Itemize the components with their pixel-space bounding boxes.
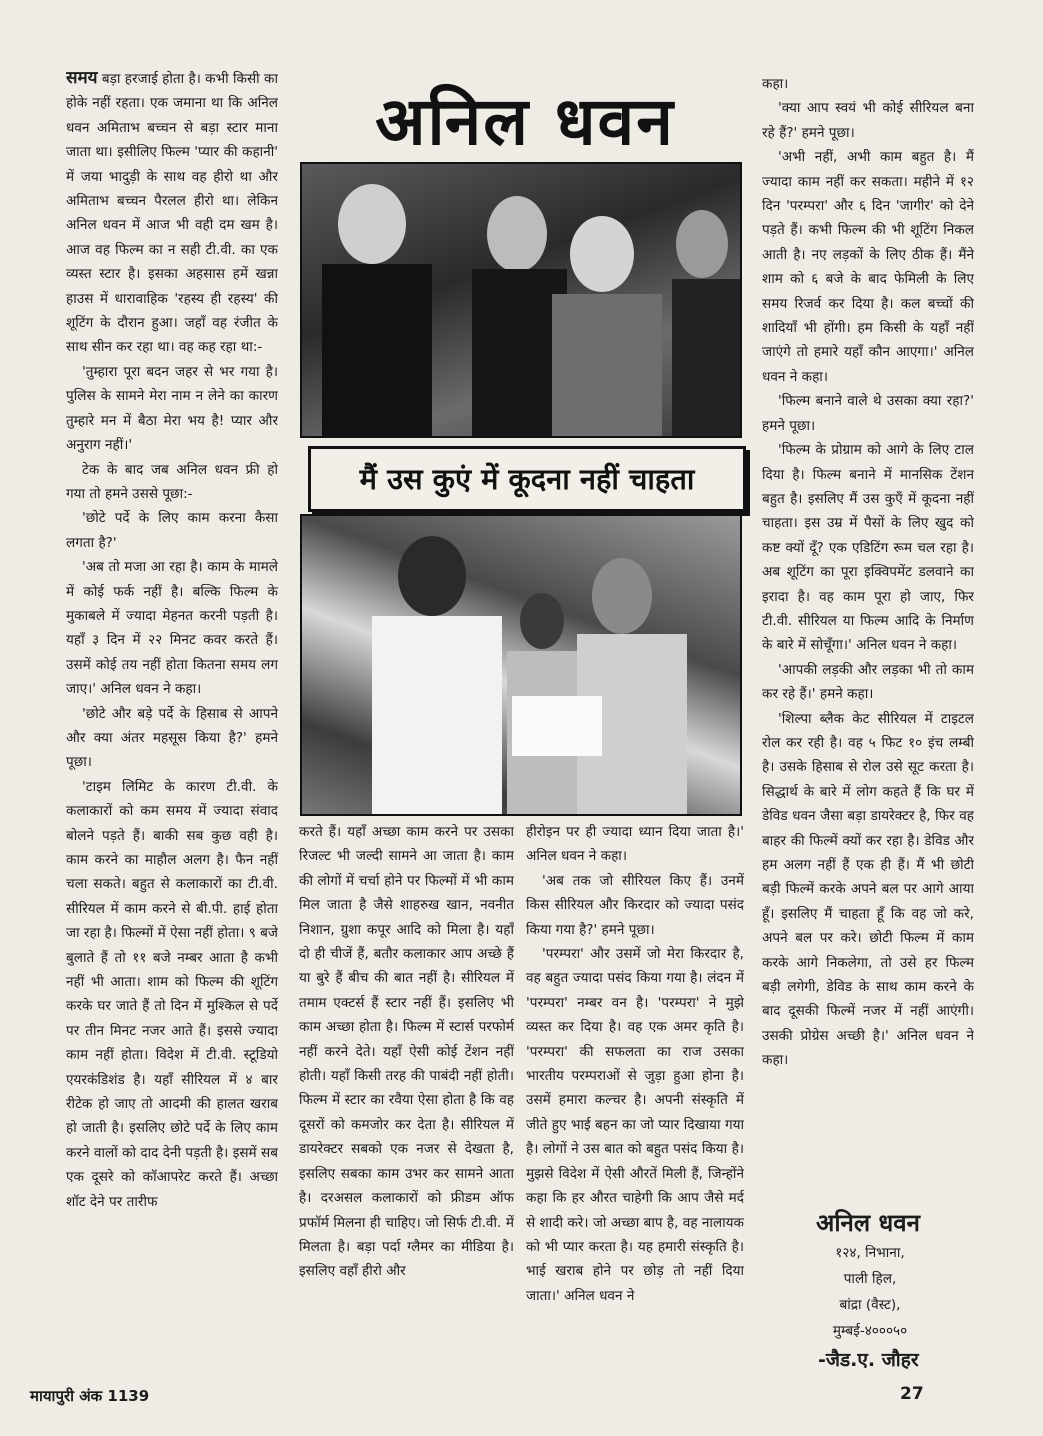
signature-address [800,1240,940,1344]
article-column-3 [526,820,744,1382]
signature-name: अनिल धवन [816,1208,920,1237]
column-4-paragraph: 'क्या आप स्वयं भी कोई सीरियल बना रहे हैं?' हमने पूछा। [762,100,974,141]
column-4-paragraph: 'फिल्म के प्रोग्राम को आगे के लिए टाल दिया है। फिल्म बनाने में मानसिक टेंशन बहुत है। इसलिए मैं उस कुएँ में कूदना नहीं चाहता। इस उम्र में पैसों के लिए खुद को कष्ट क्यों दूँ? एक एडिटिंग रूम चल रहा है। अब शूटिंग का पूरा इक्विपमेंट डलवाने का इरादा है। वह काम पूरा हो जाए, फिर टी.वी. सीरियल या फिल्म आदि के निर्माण के बारे में सोचूँगा।' अनिल धवन ने कहा। [762,442,974,654]
column-1-paragraph: 'छोटे और बड़े पर्दे के हिसाब से आपने और क्या अंतर महसूस किया है?' हमने पूछा। [66,705,278,771]
column-3-paragraph: 'परम्परा' और उसमें जो मेरा किरदार है, वह बहुत ज्यादा पसंद किया गया है। लंदन में 'परम्परा' नम्बर वन है। 'परम्परा' ने मुझे व्यस्त कर दिया है। वह एक अमर कृति है। 'परम्परा' की सफलता का राज उसका भारतीय परम्पराओं से जुड़ा हुआ होना है। उसमें हमारा कल्चर है। अपनी संस्कृति में जीते हुए भाई बहन का जो प्यार दिखाया गया है। लोगों ने उस बात को बहुत पसंद किया है। मुझसे विदेश में ऐसी औरतें मिली हैं, जिन्होंने कहा कि हर औरत चाहेगी कि आप जैसे मर्द से शादी करे। जो अच्छा बाप है, वह नालायक को भी प्यार करता है। यह हमारी संस्कृति है। भाई खराब होने पर छोड़ तो नहीं दिया जाता।' अनिल धवन ने [526,946,744,1304]
column-4-paragraph: 'अभी नहीं, अभी काम बहुत है। मैं ज्यादा काम नहीं कर सकता। महीने में १२ दिन 'परम्परा' और ६ दिन 'जागीर' को देने पड़ते हैं। कभी फिल्म की भी शूटिंग निकल आती है। नए लड़कों के लिए ठीक हैं। मैंने शाम को ६ बजे के बाद फेमिली के लिए समय रिजर्व कर दिया है। कल बच्चों की शादियाँ भी होंगी। हम किसी के यहाँ नहीं जाएंगे तो हमारे यहाँ कौन आएगा।' अनिल धवन ने कहा। [762,149,974,385]
address-line: मुम्बई-४०००५० [832,1323,908,1339]
column-1-paragraph: 'छोटे पर्दे के लिए काम करना कैसा लगता है?' [66,510,278,551]
column-1-paragraph: 'टाइम लिमिट के कारण टी.वी. के कलाकारों को कम समय में ज्यादा संवाद बोलने पड़ते हैं। बाकी सब कुछ वही है। काम करने का माहौल अलग है। फैन नहीं चला सकते। बहुत से कलाकारों का टी.वी. सीरियल में काम करने से बी.पी. हाई होता जा रहा है। फिल्मों में ऐसा नहीं होता। ९ बजे बुलाते हैं तो ११ बजे नम्बर आता है कभी नहीं भी आता। शाम को फिल्म की शूटिंग करके घर जाते हैं तो दिन में मुश्किल से पर्दे पर तीन मिनट नजर आते हैं। इससे ज्यादा काम नहीं होता। विदेश में टी.वी. स्टूडियो एयरकंडिशंड है। यहाँ सीरियल में ४ बार रीटेक हो जाए तो आदमी की हालत खराब हो जाती है। इसलिए छोटे पर्दे के लिए काम करने वालों को दाद देनी पड़ती है। इसमें सब एक दूसरे को कॉआपरेट करते हैं। अच्छा शॉट देने पर तारीफ [66,778,278,1210]
photo-figures-2 [302,516,740,814]
page-number: 27 [900,1384,924,1404]
column-1-paragraph: 'तुम्हारा पूरा बदन जहर से भर गया है। पुलिस के सामने मेरा नाम न लेने का कारण तुम्हारे मन में बैठा मेरा भय है! प्यार और अनुराग नहीं।' [66,363,278,454]
column-3-paragraph: हीरोइन पर ही ज्यादा ध्यान दिया जाता है।' अनिल धवन ने कहा। [526,824,744,865]
column-4-paragraph: 'शिल्पा ब्लैक केट सीरियल में टाइटल रोल कर रही है। वह ५ फिट १० इंच लम्बी है। उसके हिसाब से रोल उसे सूट करता है। सिद्धार्थ के बारे में लोग कहते हैं कि घर में डेविड धवन जैसा बड़ा डायरेक्टर है, फिर वह बाहर की फिल्में क्यों कर रहा है। डेविड और हम अलग नहीं हैं एक ही हैं। मैं भी छोटी बड़ी फिल्में करके अपने बल पर आगे आया हूँ। इसलिए मैं चाहता हूँ कि वह जो करे, अपने बल पर करे। छोटी फिल्म में काम करके आगे निकलेगा, तो उसे हर फिल्म बड़ी लगेगी, डेविड के साथ काम करने के बाद दूसकी फिल्में नजर में नहीं आएंगी। उसकी प्रोग्रेस अच्छी है।' अनिल धवन ने कहा। [762,710,974,1069]
address-line: १२४, निभाना, [835,1245,905,1261]
column-1-paragraph: 'अब तो मजा आ रहा है। काम के मामले में कोई फर्क नहीं है। बल्कि फिल्म के मुकाबले में ज्यादा मेहनत करनी पड़ती है। यहाँ ३ दिन में २२ मिनट कवर करते हैं। उसमें कोई तय नहीं होता कितना समय लग जाए।' अनिल धवन ने कहा। [66,559,278,698]
photo-group-in-suits [300,162,742,438]
subheadline: मैं उस कुएं में कूदना नहीं चाहता [308,446,746,512]
magazine-issue: मायापुरी अंक 1139 [30,1387,150,1405]
lead-word: समय [66,68,98,88]
article-column-4 [762,72,974,1222]
column-1-paragraph: टेक के बाद जब अनिल धवन फ्री हो गया तो हमने उससे पूछा:- [66,461,278,502]
column-3-paragraph: 'अब तक जो सीरियल किए हैं। उनमें किस सीरियल और किरदार को ज्यादा पसंद किया गया है?' हमने पूछा। [526,872,744,938]
author-byline: -जैड.ए. जौहर [818,1349,919,1371]
photo-figures [302,164,740,436]
column-1-paragraph: समय बड़ा हरजाई होता है। कभी किसी का होके नहीं रहता। एक जमाना था कि अनिल धवन अमिताभ बच्चन से बड़ा स्टार माना जाता था। इसीलिए फिल्म 'प्यार की कहानी' में जया भादुड़ी के साथ वह हीरो था और अमिताभ बच्चन पैरलल हीरो था। लेकिन अनिल धवन में आज भी वही दम खम है। आज वह फिल्म का न सही टी.वी. का एक व्यस्त स्टार है। इसका अहसास हमें खन्ना हाउस में धारावाहिक 'रहस्य ही रहस्य' की शूटिंग के दौरान हुआ। जहाँ वह रंजीत के साथ सीन कर रहा था। वह कह रहा था:- [66,68,278,356]
column-4-paragraph: 'फिल्म बनाने वाले थे उसका क्या रहा?' हमने पूछा। [762,393,974,434]
address-line: बांद्रा (वैस्ट), [839,1297,901,1313]
article-column-2 [299,820,514,1382]
photo-reading-script [300,514,742,816]
article-column-1 [66,66,278,1384]
column-4-paragraph: 'आपकी लड़की और लड़का भी तो काम कर रहे हैं।' हमने कहा। [762,661,974,703]
column-4-paragraph: कहा। [762,76,789,92]
address-line: पाली हिल, [843,1271,897,1287]
column-2-paragraph: करते हैं। यहाँ अच्छा काम करने पर उसका रिजल्ट भी जल्दी सामने आ जाता है। काम की लोगों में चर्चा होने पर फिल्मों में भी काम मिल जाता है जैसे शाहरुख खान, नवनीत निशान, ग्रुशा कपूर आदि को मिला है। यहाँ दो ही चीजें हैं, बतौर कलाकार आप अच्छे हैं या बुरे हैं बीच की बात नहीं है। सीरियल में तमाम एक्टर्स हैं स्टार नहीं हैं। इसलिए भी काम अच्छा होता है। फिल्म में स्टार्स परफोर्म नहीं करने देते। यहाँ ऐसी कोई टेंशन नहीं होती। यहाँ किसी तरह की पाबंदी नहीं होती। फिल्म में स्टार का रवैया ऐसा होता है कि वह दूसरों को कमजोर कर देता है। सीरियल में डायरेक्टर सबको एक नजर से देखता है, इसलिए सबका काम उभर कर सामने आता है। दरअसल कलाकारों को फ्रीडम ऑफ प्रफॉर्म मिलना ही चाहिए। जो सिर्फ टी.वी. में मिलता है। बड़ा पर्दा ग्लैमर का मीडिया है। इसलिए वहाँ हीरो और [299,824,514,1280]
headline: अनिल धवन [375,82,675,160]
